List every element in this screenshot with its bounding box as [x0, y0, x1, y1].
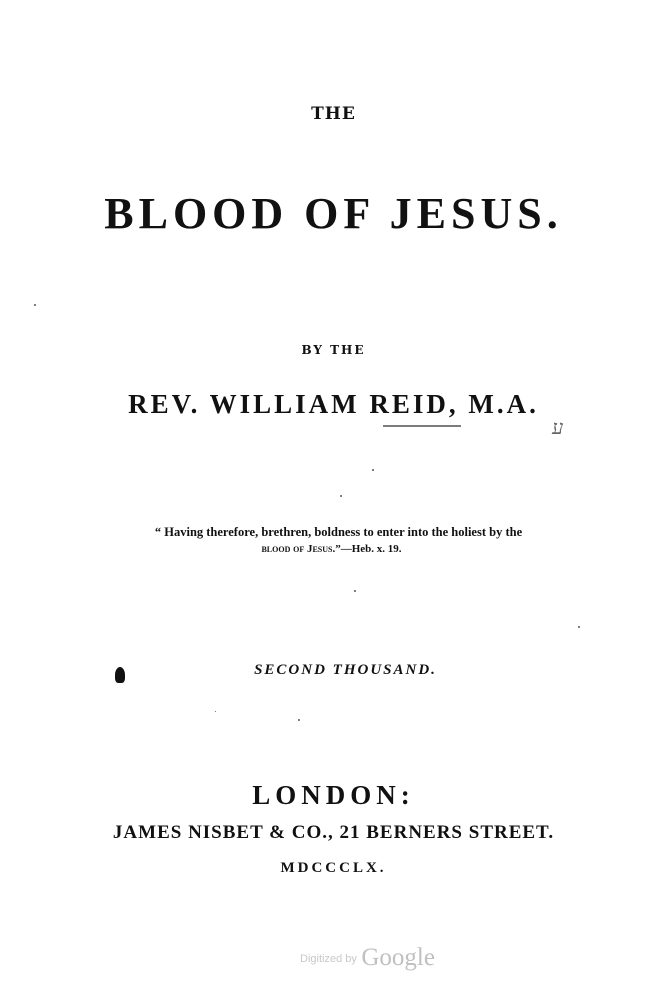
- edition-statement: SECOND THOUSAND.: [254, 662, 437, 678]
- by-line: BY THE: [301, 343, 366, 357]
- digitized-watermark: [300, 944, 450, 972]
- margin-scribble: ע: [552, 415, 564, 439]
- dust-speck: [215, 711, 216, 712]
- dust-speck: [578, 626, 580, 628]
- dust-speck: [298, 719, 300, 721]
- watermark-prefix: Digitized by: [300, 953, 357, 965]
- epigraph-line-2: [0, 543, 665, 555]
- title-article: THE: [311, 104, 356, 124]
- epigraph-reference: ”—Heb. x. 19.: [335, 543, 402, 555]
- imprint-city: LONDON:: [252, 780, 415, 810]
- dust-speck: [354, 590, 356, 592]
- dust-speck: [340, 495, 342, 497]
- epigraph-small-caps: blood of Jesus.: [261, 543, 336, 555]
- epigraph-line-1: “ Having therefore, brethren, boldness to enter into the holiest by the: [154, 525, 523, 539]
- handwritten-underline: [383, 425, 461, 427]
- dust-speck: [34, 304, 36, 306]
- dust-speck: [372, 469, 374, 471]
- book-title: BLOOD OF JESUS.: [104, 189, 563, 238]
- google-logo: Google: [361, 944, 435, 971]
- imprint-date: MDCCCLX.: [280, 860, 387, 876]
- imprint-publisher: JAMES NISBET & CO., 21 BERNERS STREET.: [112, 822, 555, 843]
- author-name: REV. WILLIAM REID, M.A.: [128, 389, 539, 419]
